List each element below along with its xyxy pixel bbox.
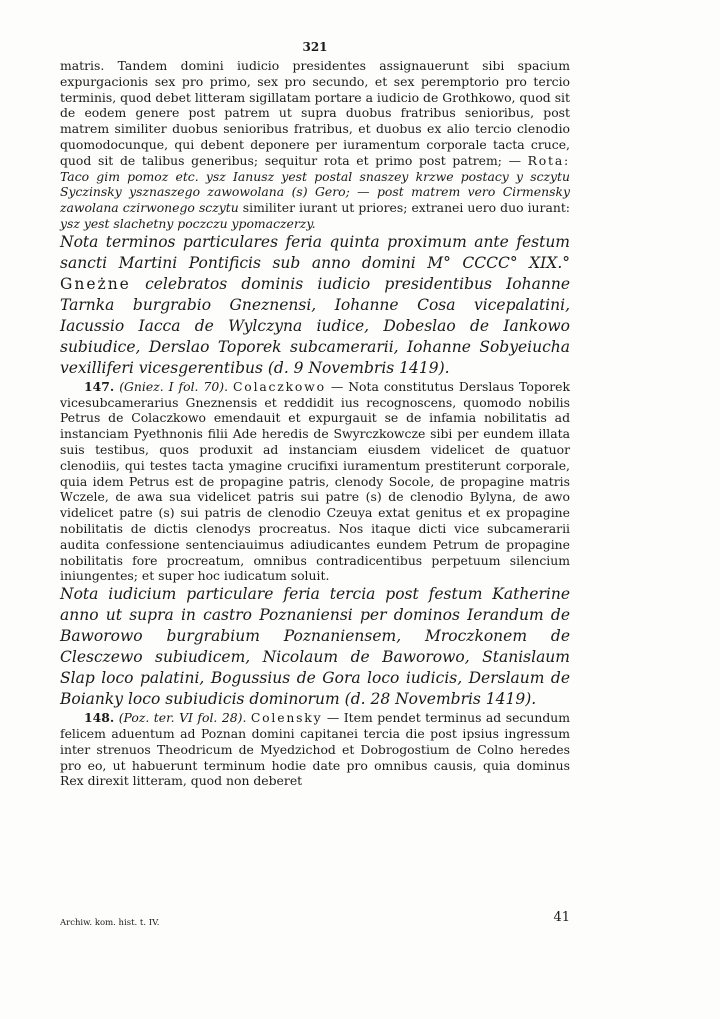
- rota-label: Rota:: [527, 152, 570, 168]
- section1-title: Nota terminos particulares feria quinta proximum ante festum sancti Martini Pontificis sub anno domini M° CCCC° XIX.°: [60, 232, 570, 272]
- entry-name: Colensky: [250, 710, 323, 726]
- entry-ref: (Poz. ter. VI fol. 28).: [118, 710, 247, 726]
- entry-text: — Item pendet terminus ad secundum felicem aduentum ad Poznan domini capitanei tercia die post ipsius ingressum inter strenuos Theodricum de Myedzichod et Dobrogostium de Colno heredes pro eo, ut habuerunt terminum hodie date pro omnibus causis, quia dominus Rex direxit litteram, quod non deberet: [60, 710, 570, 789]
- para-tail: similiter iurant ut priores; extranei uero duo iurant:: [238, 200, 570, 216]
- sheet-number: 41: [553, 910, 570, 925]
- paragraph-top: [60, 58, 570, 232]
- entry-148: [60, 710, 570, 789]
- entry-ref: (Gniez. I fol. 70).: [119, 378, 229, 394]
- entry-text: — Nota constitutus Derslaus Toporek vicesubcamerarius Gneznensis et reddidit ius recognoscens, quomodo nobilis Petrus de Colaczkowo emendauit et expurgauit se de infamia nobilitatis ad instanciam Pyethnonis filii Ade heredis de Swyrczkowcze sibi per eundem illata suis testibus, quos produxit ad instanciam eiusdem videlicet de quatuor clenodiis, qui testes tacta ymagine crucifixi iuramentum prestiterunt corporale, quia idem Petrus est de propagine patris, clenody Socole, de propagine matris Wczele, de awa sua videlicet patris sui patre (s) de clenodio Bylyna, de awo videlicet patre (s) sui patris de clenodio Czeuya extat genitus et ex propagine nobilitatis de dictis clenodys procreatus. Nos itaque dicti vice subcamerarii audita confessione sentenciauimus adiudicantes eundem Petrum de propagine nobilitatis fore procreatum, omnibus contradicentibus perpetuum silencium iniungentes; et super hoc iudicatum soluit.: [60, 378, 570, 584]
- section-heading-1: [60, 232, 570, 379]
- section1-title2: celebratos dominis iudicio presidentibus Iohanne Tarnka burgrabio Gneznensi, Iohanne Cosa vicepalatini, Iacussio Iacca de Wylczyna iudice, Dobeslao de Iankowo subiudice, Derslao Toporek subcamerarii, Iohanne Sobyeiucha vexilliferi vicesgerentibus (d. 9 Novembris 1419).: [60, 274, 570, 377]
- entry-number: 148.: [84, 710, 115, 726]
- entry-147: [60, 379, 570, 584]
- section1-place: Gneżne: [60, 274, 131, 293]
- footer-signature: Archiw. kom. hist. t. IV.: [60, 918, 160, 928]
- main-text: [60, 58, 570, 789]
- entry-name: Colaczkowo: [233, 378, 326, 394]
- para-tail-italic: ysz yest slachetny poczczu ypomaczerzy.: [60, 215, 316, 231]
- entry-number: 147.: [84, 378, 115, 394]
- rota-text: Taco gim pomoz etc. ysz Ianusz yest postal snaszey krzwe postacy y sczytu Syczinsky ysznaszego zawowolana (s) Gero; — post matrem vero Cirmensky zawolana czirwonego sczytu: [60, 168, 570, 216]
- para-top-text: matris. Tandem domini iudicio presidentes assignauerunt sibi spacium expurgacionis sex pro primo, sex pro secundo, et sex peremptorio pro tercio terminis, quod debet litteram sigillatam portare a iudicio de Grothkowo, quod sit de eodem genere post patrem ut supra duobus fratribus senioribus, post matrem similiter duobus senioribus fratribus, et duobus ex alio tercio clenodio quomodocunque, qui debent deponere per iuramentum corporale tacta cruce, quod sit de talibus generibus; sequitur rota et primo post patrem; —: [60, 58, 570, 168]
- page-footer: [60, 910, 570, 928]
- section-heading-2: Nota iudicium particulare feria tercia post festum Katherine anno ut supra in castro Poznaniensi per dominos Ierandum de Baworowo burgrabium Poznaniensem, Mroczkonem de Clesczewo subiudicem, Nicolaum de Baworowo, Stanislaum Slap loco palatini, Bogussius de Gora loco iudicis, Derslaum de Boianky loco subiudicis dominorum (d. 28 Novembris 1419).: [60, 585, 570, 709]
- page-number: 321: [302, 40, 328, 54]
- page-content: [60, 40, 570, 789]
